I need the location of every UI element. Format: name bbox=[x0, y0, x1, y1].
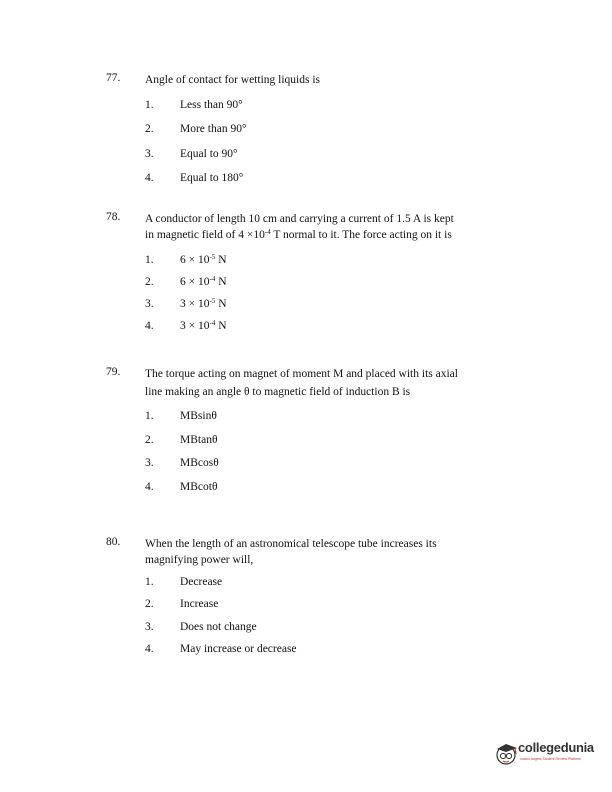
question-number: 79. bbox=[106, 366, 121, 378]
option-number: 3. bbox=[145, 621, 154, 633]
option-text: May increase or decrease bbox=[180, 643, 297, 655]
option-text: MBtanθ bbox=[180, 434, 218, 446]
option-text: Increase bbox=[180, 598, 219, 610]
option-number: 3. bbox=[145, 298, 154, 310]
option-text: Less than 90° bbox=[180, 99, 243, 111]
option-number: 3. bbox=[145, 457, 154, 469]
question-text bbox=[145, 211, 515, 243]
option-number: 2. bbox=[145, 434, 154, 446]
option-number: 4. bbox=[145, 172, 154, 184]
option-text: MBsinθ bbox=[180, 410, 217, 422]
question-number: 80. bbox=[106, 536, 121, 548]
option-number: 4. bbox=[145, 481, 154, 493]
option-text: $3 \times 10^{-5}$ N bbox=[180, 297, 227, 310]
option-number: 2. bbox=[145, 123, 154, 135]
mascot-icon bbox=[494, 738, 520, 768]
option-number: 1. bbox=[145, 576, 154, 588]
option-text: More than 90° bbox=[180, 123, 247, 135]
option-number: 4. bbox=[145, 643, 154, 655]
logo-wordmark: collegedunia bbox=[518, 740, 594, 755]
question-line: magnifying power will, bbox=[145, 554, 254, 566]
option-number: 1. bbox=[145, 99, 154, 111]
question-line: in magnetic field of $4 \times 10^{-4}$ T normal to it. The force acting on it is bbox=[145, 228, 452, 241]
option-number: 2. bbox=[145, 598, 154, 610]
option-number: 3. bbox=[145, 148, 154, 160]
option-text: MBcotθ bbox=[180, 481, 218, 493]
question-line: line making an angle θ to magnetic field of induction B is bbox=[145, 386, 411, 398]
question-line: When the length of an astronomical telescope tube increases its bbox=[145, 538, 437, 550]
option-text: Equal to 180° bbox=[180, 172, 244, 184]
option-number: 4. bbox=[145, 320, 154, 332]
option-text: Decrease bbox=[180, 576, 223, 588]
question-text: Angle of contact for wetting liquids is bbox=[145, 74, 321, 86]
option-text: $3 \times 10^{-4}$ N bbox=[180, 319, 227, 332]
option-text: $6 \times 10^{-5}$ N bbox=[180, 253, 227, 266]
question-text bbox=[145, 536, 515, 568]
question-line: The torque acting on magnet of moment M and placed with its axial bbox=[145, 368, 458, 380]
question-number: 78. bbox=[106, 211, 121, 223]
option-text: Equal to 90° bbox=[180, 148, 238, 160]
option-number: 2. bbox=[145, 276, 154, 288]
option-text: $6 \times 10^{-4}$ N bbox=[180, 275, 227, 288]
option-number: 1. bbox=[145, 410, 154, 422]
question-number: 77. bbox=[106, 72, 121, 84]
option-number: 1. bbox=[145, 254, 154, 266]
question-text bbox=[145, 366, 515, 400]
collegedunia-logo bbox=[494, 736, 604, 776]
question-line: A conductor of length 10 cm and carrying a current of 1.5 A is kept bbox=[145, 213, 454, 225]
option-text: Does not change bbox=[180, 621, 257, 633]
option-text: MBcosθ bbox=[180, 457, 219, 469]
logo-tagline: India's largest Student Review Platform bbox=[520, 757, 581, 761]
